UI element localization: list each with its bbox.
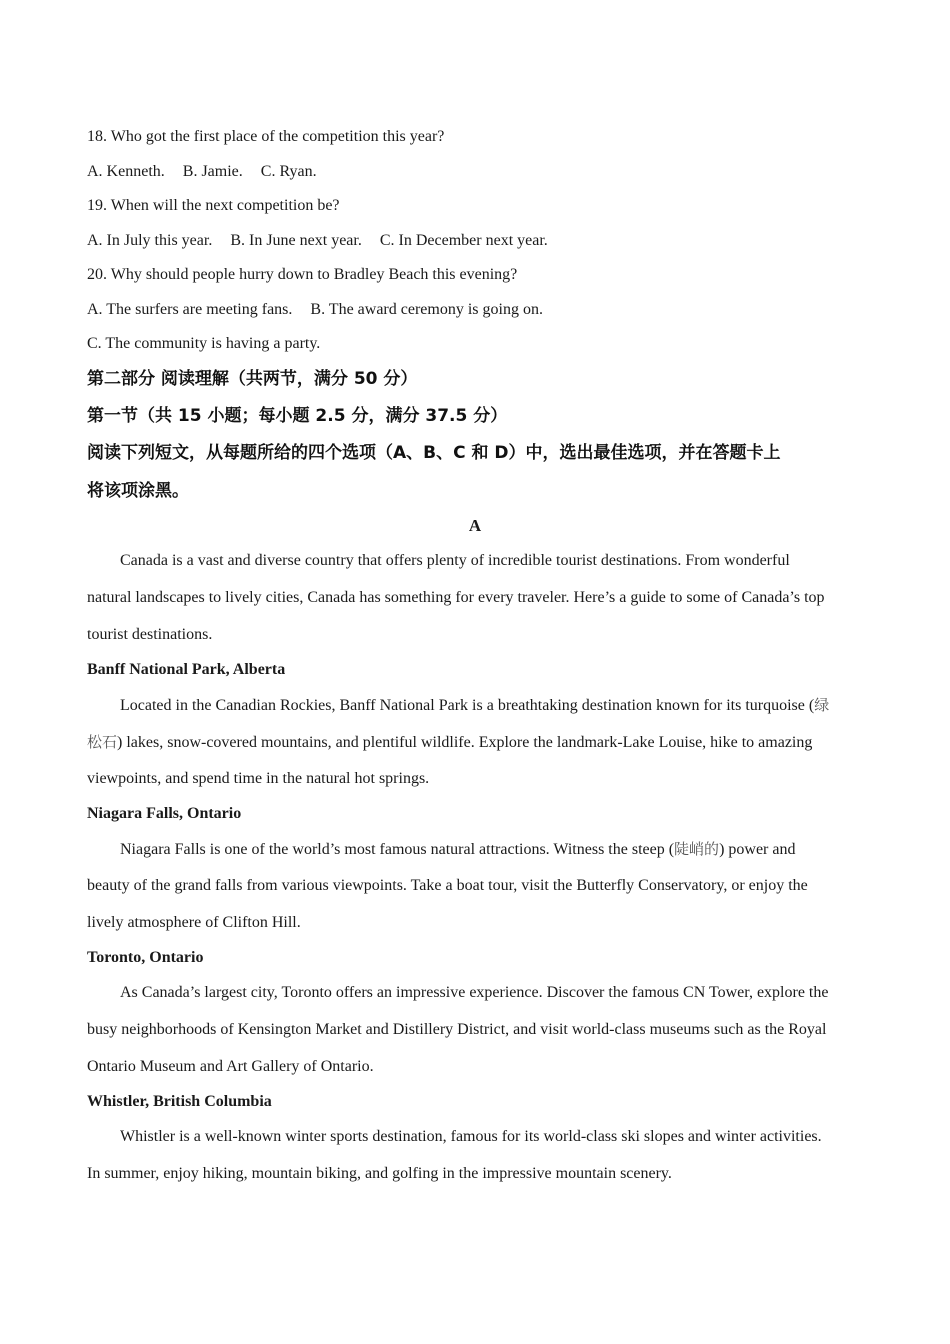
toronto-line-3: Ontario Museum and Art Gallery of Ontario. <box>87 1058 374 1075</box>
whistler-heading: Whistler, British Columbia <box>87 1093 272 1110</box>
option-a: A. In July this year. <box>87 232 213 249</box>
niagara-text-1: Niagara Falls is one of the world’s most famous natural attractions. Witness the steep ( <box>120 841 675 858</box>
whistler-text-1: Whistler is a well-known winter sports destination, famous for its world-class ski slopes and winter activities. <box>120 1128 822 1145</box>
passage-label: A <box>468 516 482 535</box>
question-19-options <box>87 231 566 251</box>
toronto-heading: Toronto, Ontario <box>87 949 204 966</box>
question-20-option-c: C. The community is having a party. <box>87 335 321 352</box>
whistler-line-2: In summer, enjoy hiking, mountain biking, and golfing in the impressive mountain scenery. <box>87 1165 672 1182</box>
option-c: C. In December next year. <box>379 232 548 249</box>
banff-line-2 <box>87 732 812 753</box>
part-title: 第二部分 阅读理解（共两节，满分 50 分） <box>87 369 418 389</box>
instruction-line-2: 将该项涂黑。 <box>87 481 189 501</box>
option-b: B. In June next year. <box>230 232 362 249</box>
banff-gloss-2: 松石 <box>87 733 118 751</box>
banff-gloss-1: 绿 <box>814 696 830 714</box>
intro-line-3: tourist destinations. <box>87 626 213 643</box>
question-19-stem: 19. When will the next competition be? <box>87 197 340 214</box>
toronto-line-2: busy neighborhoods of Kensington Market and Distillery District, and visit world-class museums such as the Royal <box>87 1021 827 1038</box>
question-18-options <box>87 162 335 182</box>
niagara-line-1 <box>87 839 795 860</box>
banff-line-1 <box>87 695 829 716</box>
niagara-text-1b: ) power and <box>719 841 796 858</box>
banff-line-3: viewpoints, and spend time in the natural hot springs. <box>87 770 430 787</box>
option-a: A. Kenneth. <box>87 163 165 180</box>
banff-text-1: Located in the Canadian Rockies, Banff National Park is a breathtaking destination known for its turquoise ( <box>120 697 815 714</box>
intro-line-2: natural landscapes to lively cities, Canada has something for every traveler. Here’s a guide to some of Canada’s top <box>87 589 825 606</box>
banff-heading: Banff National Park, Alberta <box>87 661 286 678</box>
intro-text-1: Canada is a vast and diverse country that offers plenty of incredible tourist destinations. From wonderful <box>120 552 790 569</box>
option-a: A. The surfers are meeting fans. <box>87 301 293 318</box>
option-c: C. Ryan. <box>260 163 317 180</box>
toronto-line-1 <box>87 983 828 1003</box>
niagara-line-2: beauty of the grand falls from various viewpoints. Take a boat tour, visit the Butterfly Conservatory, or enjoy the <box>87 877 808 894</box>
option-b: B. The award ceremony is going on. <box>310 301 543 318</box>
niagara-line-3: lively atmosphere of Clifton Hill. <box>87 914 301 931</box>
question-20-stem: 20. Why should people hurry down to Bradley Beach this evening? <box>87 266 518 283</box>
question-18-stem: 18. Who got the first place of the competition this year? <box>87 128 445 145</box>
niagara-gloss: 陡峭的 <box>674 840 720 858</box>
toronto-text-1: As Canada’s largest city, Toronto offers an impressive experience. Discover the famous CN Tower, explore the <box>120 984 829 1001</box>
section-subtitle: 第一节（共 15 小题；每小题 2.5 分，满分 37.5 分） <box>87 406 508 426</box>
instruction-line-1: 阅读下列短文，从每题所给的四个选项（A、B、C 和 D）中，选出最佳选项，并在答题卡上 <box>87 443 781 463</box>
question-20-options <box>87 300 561 320</box>
niagara-heading: Niagara Falls, Ontario <box>87 805 242 822</box>
banff-text-2: ) lakes, snow-covered mountains, and plentiful wildlife. Explore the landmark-Lake Louise, hike to amazing <box>117 734 813 751</box>
option-b: B. Jamie. <box>182 163 243 180</box>
intro-line-1 <box>87 551 790 571</box>
whistler-line-1 <box>87 1127 822 1147</box>
